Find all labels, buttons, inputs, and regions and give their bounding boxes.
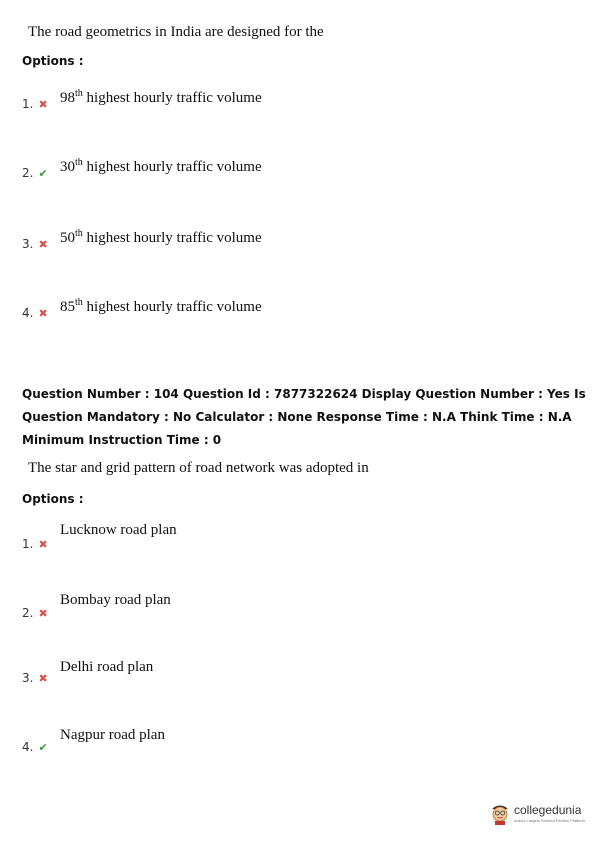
wrong-icon: ✖	[38, 538, 48, 551]
question-meta: Question Number : 104 Question Id : 7877322624 Display Question Number : Yes Is Question Mandatory : No Calculator : None Response Time : N.A Think Time : N.A Minimum Instruction Time : 0	[22, 387, 586, 447]
logo-name: collegedunia	[514, 803, 582, 817]
option-text: Delhi road plan	[60, 659, 154, 675]
option-text: 30th highest hourly traffic volume	[60, 157, 262, 175]
wrong-icon: ✖	[38, 307, 48, 320]
option-text: Lucknow road plan	[60, 522, 177, 538]
option-number: 4. ✖	[22, 306, 48, 320]
wrong-icon: ✖	[38, 607, 48, 620]
option-number: 1. ✖	[22, 537, 48, 551]
options-label: Options :	[22, 492, 84, 506]
question-text: The road geometrics in India are designed for the	[28, 24, 324, 40]
option-text: 98th highest hourly traffic volume	[60, 88, 262, 106]
options-label: Options :	[22, 54, 84, 68]
option-number: 1. ✖	[22, 97, 48, 111]
wrong-icon: ✖	[38, 238, 48, 251]
wrong-icon: ✖	[38, 672, 48, 685]
mascot-icon	[489, 801, 511, 825]
check-icon: ✔	[38, 741, 48, 754]
option-text: 50th highest hourly traffic volume	[60, 228, 262, 246]
option-text: 85th highest hourly traffic volume	[60, 297, 262, 315]
option-number: 4. ✔	[22, 740, 48, 754]
collegedunia-logo	[489, 801, 589, 831]
logo-tagline: India's Largest Student Review Platform	[514, 818, 586, 823]
option-text: Nagpur road plan	[60, 727, 165, 743]
option-number: 2. ✖	[22, 606, 48, 620]
question-text: The star and grid pattern of road network was adopted in	[28, 460, 369, 476]
option-text: Bombay road plan	[60, 592, 171, 608]
option-number: 2. ✔	[22, 166, 48, 180]
option-number: 3. ✖	[22, 237, 48, 251]
option-number: 3. ✖	[22, 671, 48, 685]
wrong-icon: ✖	[38, 98, 48, 111]
check-icon: ✔	[38, 167, 48, 180]
